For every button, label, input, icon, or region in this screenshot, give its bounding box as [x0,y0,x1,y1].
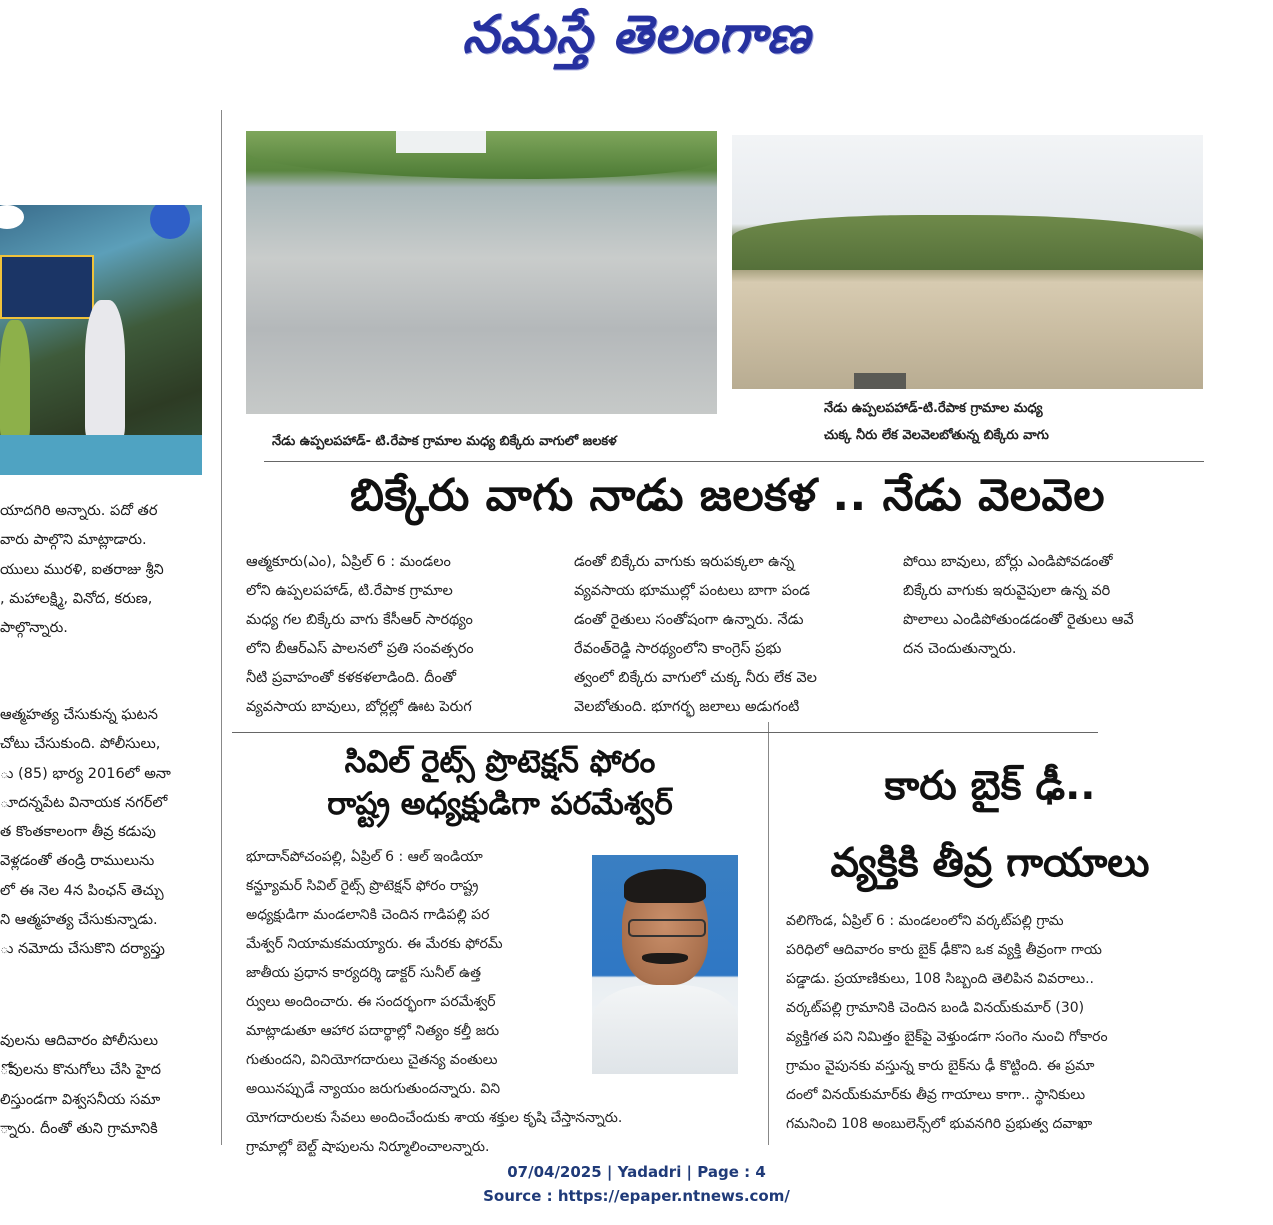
dancer-1 [85,300,125,440]
story-line: వర్కట్‌పల్లి గ్రామానికి చెందిన బండి వినయ్‌కుమార్ (30) [786,1000,1085,1016]
story-line: ఆత్మకూరు(ఎం), ఏప్రిల్ 6 : మండలం [246,554,451,570]
story-line: నీటి ప్రవాహంతో కళకళలాడింది. దీంతో [246,670,457,686]
story-line: డంతో బిక్కేరు వాగుకు ఇరుపక్కలా ఉన్న [574,554,795,570]
main-story-col-1 [246,548,474,722]
story-line: వలిగొండ, ఏప్రిల్ 6 : మండలంలోని వర్కట్‌పల్లి గ్రామ [786,913,1064,929]
portrait-hair [624,869,706,903]
dancer-2 [0,320,30,440]
river-photo [246,131,717,414]
masthead [0,0,1273,82]
story-line: అయినప్పుడే న్యాయం జరుగుతుందన్నారు. విని [246,1081,501,1097]
farewell-photo [0,205,202,475]
story-line: లోని బీఆర్‌ఎస్ పాలనలో ప్రతి సంవత్సరం [246,641,474,657]
portrait-mustache [642,953,688,964]
balloon-1 [0,205,24,229]
story-line: త్వంలో బిక్కేరు వాగులో చుక్క నీరు లేక వెల [574,670,817,686]
left-line: చోటు చేసుకుంది. పోలీసులు, [0,736,161,753]
story-line: జాతీయ ప్రధాన కార్యదర్శి డాక్టర్ సునీల్ ఉత్త [246,965,482,981]
story-line: మాట్లాడుతూ ఆహార పదార్థాల్లో నిత్యం కల్తీ జరు [246,1023,500,1039]
story-line: వెలబోతుంది. భూగర్భ జలాలు అడుగంటి [574,699,800,715]
left-line: యులు మురళి, ఐతరాజు శ్రీని [0,561,164,578]
main-headline: బిక్కేరు వాగు నాడు జలకళ .. నేడు వెలవెల [349,470,1106,521]
left-line: ్నారు. దీంతో తుని గ్రామానికి [0,1120,158,1137]
river-sky [396,131,486,153]
story3-headline-line1: కారు బైక్ ఢీ.. [884,763,1096,809]
left-line: లిస్తుండగా విశ్వసనీయ సమా [0,1091,161,1108]
page-footer [0,1160,1273,1208]
left-text-block-1 [0,497,164,643]
story3-body [786,907,1206,1145]
story-line: గమనించి 108 అంబులెన్స్‌లో భువనగిరి ప్రభుత్వ దవాఖా [786,1116,1093,1132]
dry-stone [854,373,906,389]
story-line: లోని ఉప్పలపహాడ్‌, టి.రేపాక గ్రామాల [246,583,453,599]
left-line: త కొంతకాలంగా తీవ్ర కడుపు [0,824,156,841]
story-line: పరిధిలో ఆదివారం కారు బైక్ ఢీకొని ఒక వ్యక్తి తీవ్రంగా గాయ [786,942,1102,958]
left-line: యాదగిరి అన్నారు. పదో తర [0,503,158,519]
story-line: దంలో వినయ్‌కుమార్‌కు తీవ్ర గాయాలు కాగా.. స్థానికులు [786,1087,1086,1103]
newspaper-logo: నమస్తే తెలంగాణ [462,4,811,65]
story-line: గ్రామం వైపునకు వస్తున్న కారు బైక్‌ను ఢీ కొట్టింది. ఈ ప్రమా [786,1058,1095,1074]
left-line: పాల్గొన్నారు. [0,620,68,637]
dry-riverbed-photo [732,135,1203,389]
left-line: , మహాలక్ష్మి, వినోద, కరుణ, [0,590,153,607]
left-line: ని ఆత్మహత్య చేసుకున్నాడు. [0,912,158,929]
left-line: లో ఈ నెల 4న పింఛన్ తెచ్చు [0,882,164,899]
story-line: వ్యవసాయ బావులు, బోర్లల్లో ఊట పెరుగ [246,699,472,715]
stage-floor [0,435,202,475]
story-line: రేవంత్‌రెడ్డి సారథ్యంలోని కాంగ్రెస్ ప్రభు [574,641,782,657]
column-divider-bottom [768,722,769,1145]
portrait-glasses [628,919,706,937]
left-line: ు నమోదు చేసుకొని దర్యాప్తు [0,941,165,958]
story-line: పడ్డాడు. ప్రయాణికులు, 108 సిబ్బంది తెలిపిన వివరాలు.. [786,971,1094,987]
story3-headline-line2: వ్యక్తికి తీవ్ర గాయాలు [830,840,1150,886]
story-line: డంతో రైతులు సంతోషంగా ఉన్నారు. నేడు [574,612,804,628]
main-story-col-2 [574,548,817,722]
story-line: దన చెందుతున్నారు. [903,641,1017,657]
left-text-block-2 [0,701,171,965]
dry-trees [732,215,1203,270]
dry-photo-caption-line2: చుక్క నీరు లేక వెలవెలబోతున్న బిక్కేరు వాగు [824,428,1049,443]
story-separator-rule [232,732,1098,733]
headline-top-rule [264,461,1204,462]
story2-headline-line1: సివిల్ రైట్స్ ప్రొటెక్షన్ ఫోరం [344,744,656,780]
left-line: ఆత్మహత్య చేసుకున్న ఘటన [0,707,158,723]
story-line: పోయి బావులు, బోర్లు ఎండిపోవడంతో [903,554,1113,570]
story-line: బిక్కేరు వాగుకు ఇరువైపులా ఉన్న వరి [903,583,1111,599]
story-line: గుతుందని, వినియోగదారులు చైతన్య వంతులు [246,1052,498,1068]
story-line: అధ్యక్షుడిగా మండలానికి చెందిన గాడిపల్లి పర [246,907,490,923]
footer-date-page: 07/04/2025 | Yadadri | Page : 4 [507,1163,766,1181]
column-divider-left [221,110,222,1145]
story-line: యోగదారులకు సేవలు అందించేందుకు శాయ శక్తుల కృషి చేస్తానన్నారు. [246,1110,623,1126]
story-line: మేశ్వర్ నియామకమయ్యారు. ఈ మేరకు ఫోరమ్ [246,936,503,952]
left-line: వులను ఆదివారం పోలీసులు [0,1033,159,1049]
left-line: ోవులను కొనుగోలు చేసి హైద [0,1062,161,1079]
story-line: భూదాన్‌పోచంపల్లి, ఏప్రిల్ 6 : ఆల్ ఇండియా [246,849,483,865]
stage-banner [0,255,94,319]
footer-source-link[interactable]: Source : https://epaper.ntnews.com/ [483,1187,790,1205]
story-line: వ్యవసాయ భూముల్లో పంటలు బాగా పండ [574,583,810,599]
story-line: ర్వులు అందించారు. ఈ సందర్భంగా పరమేశ్వర్ [246,994,496,1010]
left-line: వెళ్లడంతో తండ్రి రాములును [0,853,155,870]
story-line: పొలాలు ఎండిపోతుండడంతో రైతులు ఆవే [903,612,1134,628]
main-story-col-3 [903,548,1134,664]
story-line: వ్యక్తిగత పని నిమిత్తం బైక్‌పై వెళ్తుండగా సంగెం నుంచి గోకారం [786,1029,1108,1045]
left-column [0,100,202,1145]
dry-photo-caption-line1: నేడు ఉప్పలపహాడ్‌-టి.రేపాక గ్రామాల మధ్య [824,401,1043,416]
left-line: ూదన్నపేట వినాయక నగర్‌లో [0,794,168,811]
story-line: గ్రామాల్లో బెల్ట్ షాపులను నిర్మూలించాలన్నారు. [246,1139,490,1155]
river-photo-caption: నేడు ఉప్పలపహాడ్‌- టి.రేపాక గ్రామాల మధ్య బిక్కేరు వాగులో జలకళ [272,434,617,449]
story-line: మధ్య గల బిక్కేరు వాగు కేసీఆర్ సారథ్యం [246,612,473,628]
balloon-2 [150,205,190,239]
left-line: వారు పాల్గొని మాట్లాడారు. [0,532,147,549]
story-line: కన్జ్యూమర్ సివిల్ రైట్స్ ప్రొటెక్షన్ ఫోరం రాష్ట్ర [246,878,479,894]
story2-headline-line2: రాష్ట్ర అధ్యక్షుడిగా పరమేశ్వర్ [327,786,673,822]
left-text-block-3 [0,1027,161,1144]
story2-body [246,843,622,1162]
left-line: ు (85) భార్య 2016లో అనా [0,765,171,782]
